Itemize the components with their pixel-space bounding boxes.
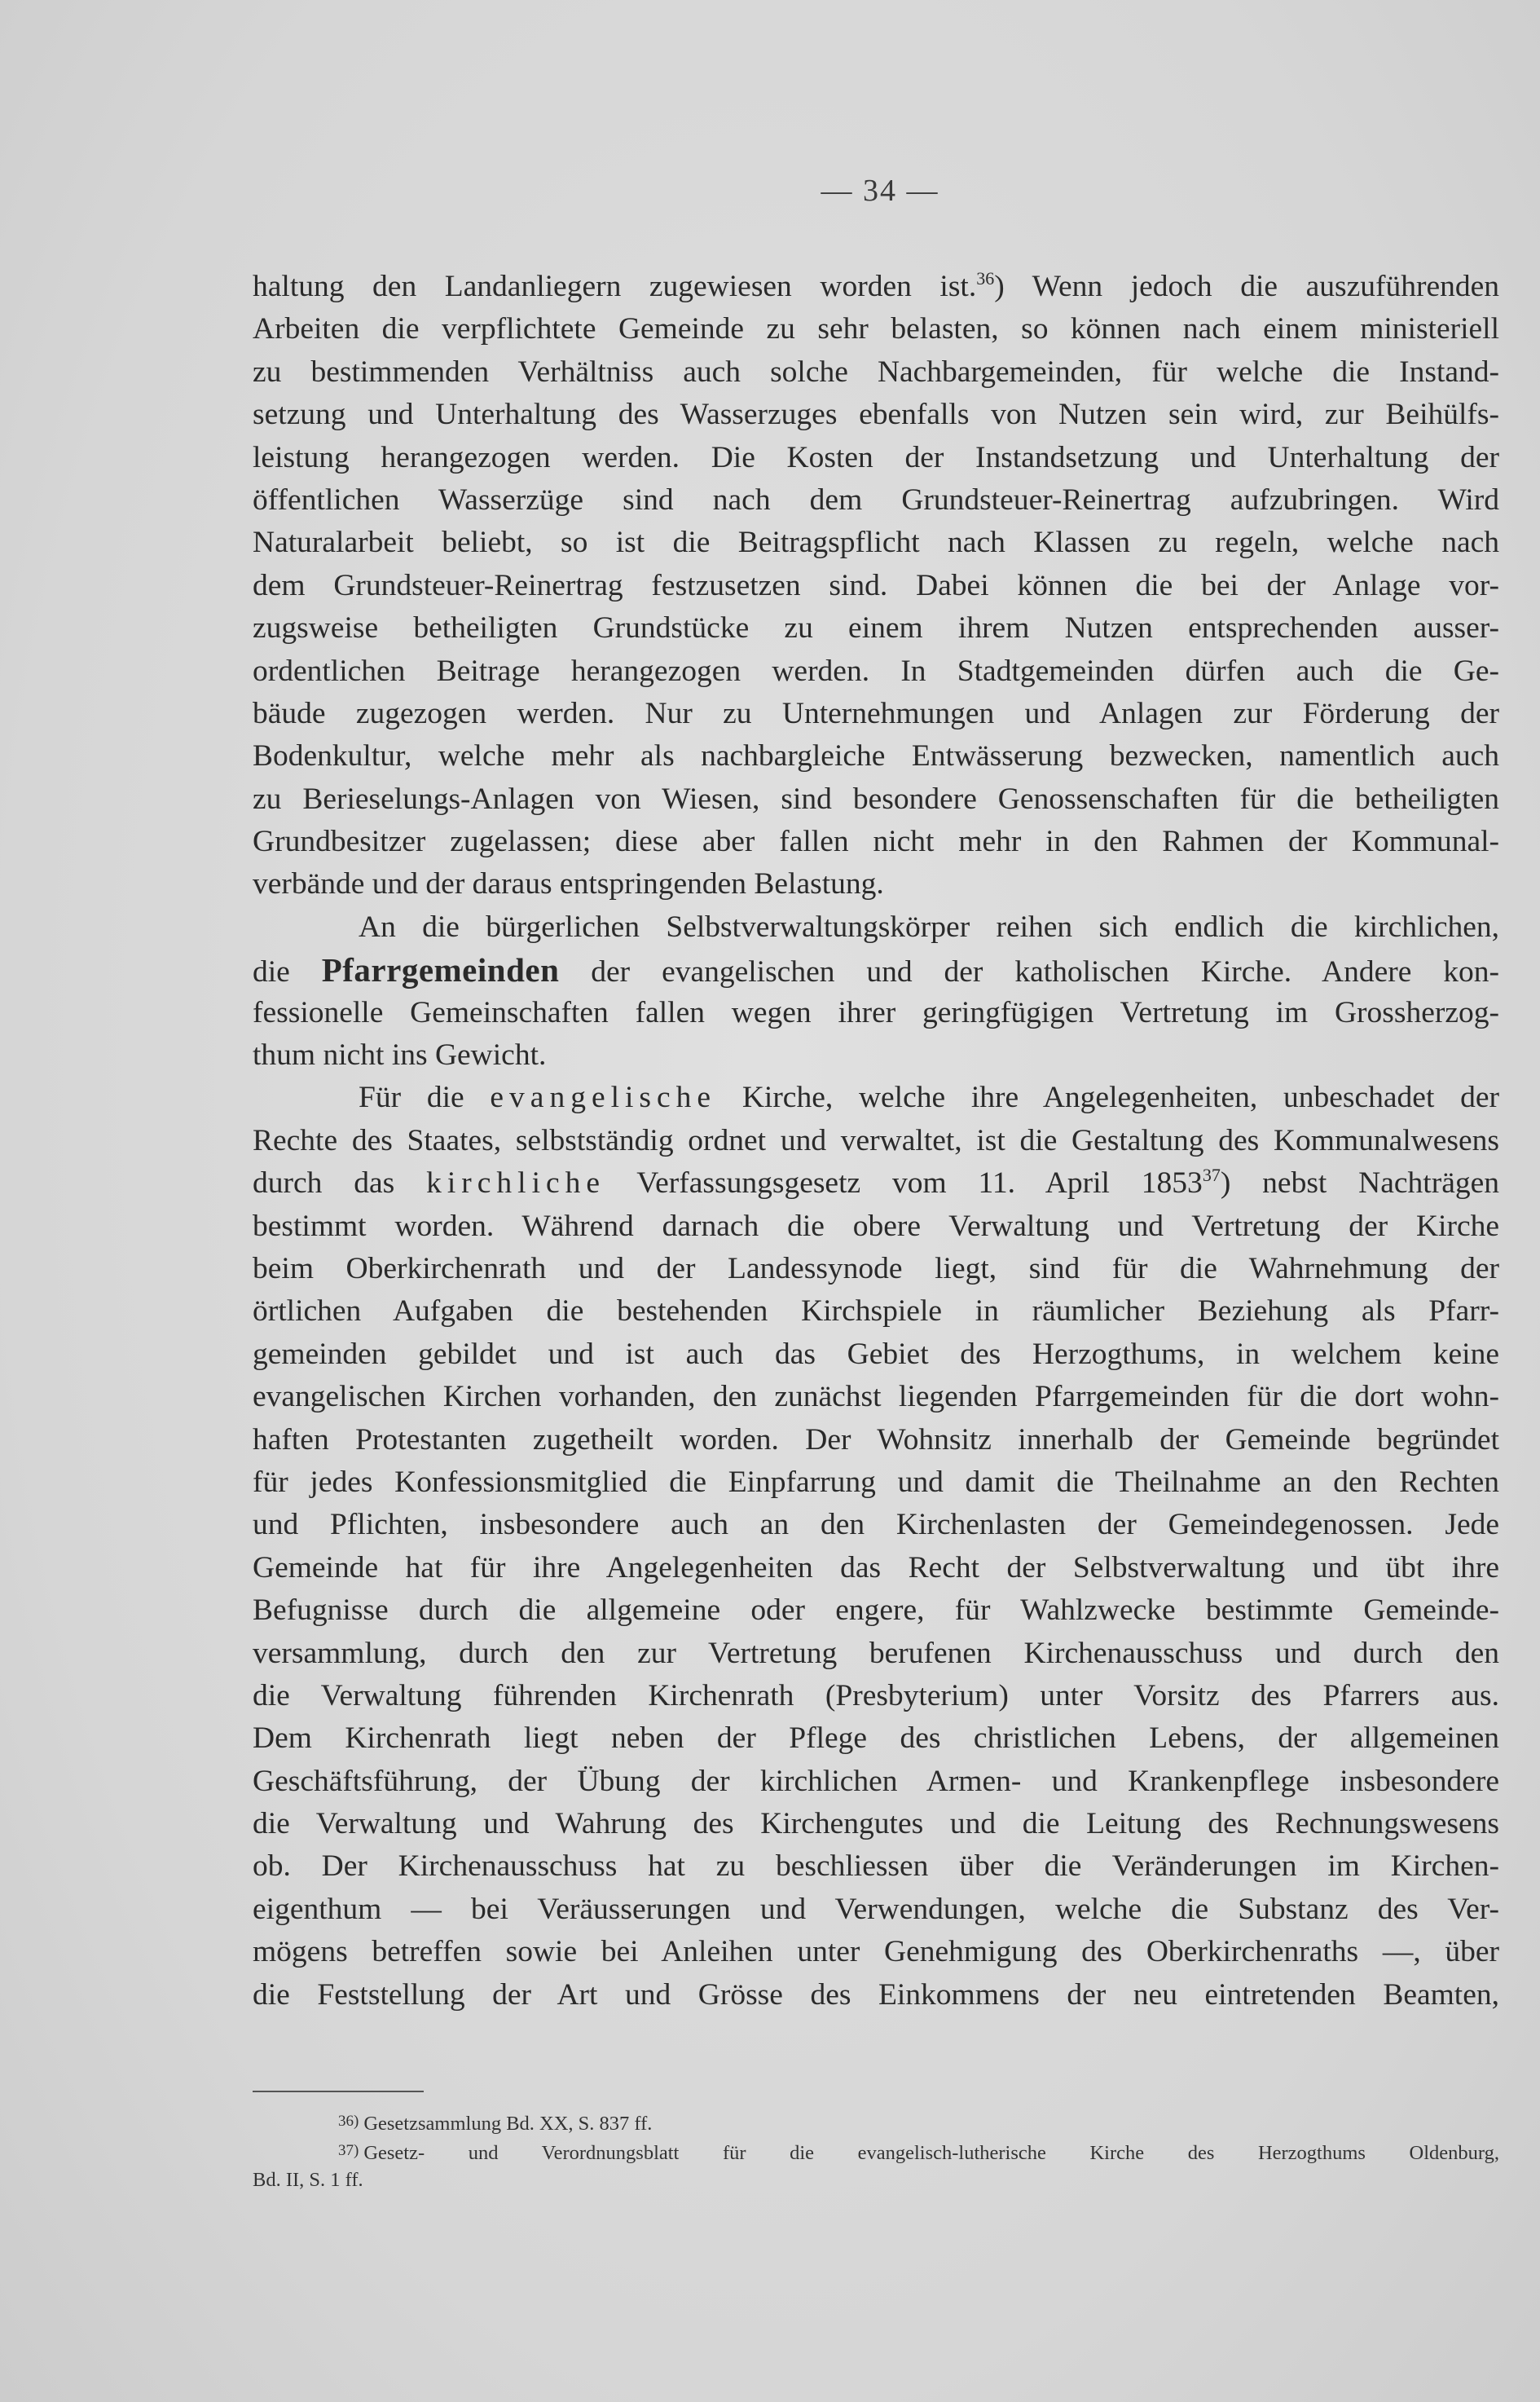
- text-line: und Pflichten, insbesondere auch an den Kirchenlasten der Gemeindegenossen. Jede: [253, 1508, 1499, 1542]
- text-line: Befugnisse durch die allgemeine oder engere, für Wahlzwecke bestimmte Gemeinde-: [253, 1593, 1499, 1628]
- text-line: bestimmt worden. Während darnach die obere Verwaltung und Vertretung der Kirche: [253, 1209, 1499, 1243]
- footnote-mark: 37): [338, 2142, 359, 2159]
- text-line: versammlung, durch den zur Vertretung berufenen Kirchenausschuss und durch den: [253, 1636, 1499, 1670]
- text-line: Naturalarbeit beliebt, so ist die Beitragspflicht nach Klassen zu regeln, welche nach: [253, 526, 1499, 560]
- text-line: gemeinden gebildet und ist auch das Gebiet des Herzogthums, in welchem keine: [253, 1337, 1499, 1371]
- text-line: die Pfarrgemeinden der evangelischen und der katholischen Kirche. Andere kon-: [253, 951, 1499, 989]
- footnote-ref: 37: [1202, 1165, 1221, 1186]
- text-line: Grundbesitzer zugelassen; diese aber fallen nicht mehr in den Rahmen der Kommunal-: [253, 825, 1499, 859]
- footnote: $^{37)}$ Gesetz- und Verordnungsblatt für die evangelisch-lutherische Kirche des Herzogthums Oldenburg,: [338, 2142, 1499, 2164]
- text-line: Arbeiten die verpflichtete Gemeinde zu sehr belasten, so können nach einem ministeriell: [253, 312, 1499, 346]
- text-line: für jedes Konfessionsmitglied die Einpfarrung und damit die Theilnahme an den Rechten: [253, 1465, 1499, 1499]
- text-line: Bodenkultur, welche mehr als nachbargleiche Entwässerung bezwecken, namentlich auch: [253, 739, 1499, 773]
- text-line: beim Oberkirchenrath und der Landessynode liegt, sind für die Wahrnehmung der: [253, 1251, 1499, 1285]
- text-line: setzung und Unterhaltung des Wasserzuges ebenfalls von Nutzen sein wird, zur Beihülfs-: [253, 398, 1499, 432]
- text-line: zu bestimmenden Verhältniss auch solche Nachbargemeinden, für welche die Instand-: [253, 355, 1499, 389]
- page-number: — 34 —: [821, 174, 939, 208]
- text-line: die Verwaltung führenden Kirchenrath (Presbyterium) unter Vorsitz des Pfarrers aus.: [253, 1678, 1499, 1712]
- footnote-continuation: Bd. II, S. 1 ff.: [253, 2169, 363, 2191]
- text-line: haltung den Landanliegern zugewiesen worden ist.$^{36}$) Wenn jedoch die auszuführenden: [253, 268, 1500, 303]
- body-text: [253, 266, 1499, 2016]
- text-line: leistung herangezogen werden. Die Kosten der Instandsetzung und Unterhaltung der: [253, 440, 1499, 474]
- text-line: Rechte des Staates, selbstständig ordnet und verwaltet, ist die Gestaltung des Kommunalwesens: [253, 1123, 1499, 1157]
- text-line: zugsweise betheiligten Grundstücke zu einem ihrem Nutzen entsprechenden ausser-: [253, 611, 1499, 646]
- footnote-ref: 36: [976, 268, 995, 289]
- text-line: verbände und der daraus entspringenden Belastung.: [253, 867, 884, 901]
- text-line: ordentlichen Beitrage herangezogen werden. In Stadtgemeinden dürfen auch die Ge-: [253, 654, 1499, 688]
- text-line: dem Grundsteuer-Reinertrag festzusetzen sind. Dabei können die bei der Anlage vor-: [253, 568, 1499, 602]
- text-line: evangelischen Kirchen vorhanden, den zunächst liegenden Pfarrgemeinden für die dort wohn-: [253, 1380, 1499, 1414]
- text-line: Geschäftsführung, der Übung der kirchlichen Armen- und Krankenpflege insbesondere: [253, 1764, 1499, 1798]
- text-line: Für die evangelische Kirche, welche ihre Angelegenheiten, unbeschadet der: [359, 1081, 1499, 1115]
- text-line: zu Berieselungs-Anlagen von Wiesen, sind besondere Genossenschaften für die betheiligten: [253, 782, 1499, 816]
- text-line: ob. Der Kirchenausschuss hat zu beschliessen über die Veränderungen im Kirchen-: [253, 1849, 1499, 1884]
- text-line: haften Protestanten zugetheilt worden. Der Wohnsitz innerhalb der Gemeinde begründet: [253, 1422, 1499, 1457]
- text-line: durch das kirchliche Verfassungsgesetz vom 11. April 1853$^{37}$) nebst Nachträgen: [253, 1165, 1500, 1201]
- text-line: die Feststellung der Art und Grösse des Einkommens der neu eintretenden Beamten,: [253, 1977, 1499, 2012]
- text-line: An die bürgerlichen Selbstverwaltungskörper reihen sich endlich die kirchlichen,: [359, 910, 1499, 944]
- text-line: bäude zugezogen werden. Nur zu Unternehmungen und Anlagen zur Förderung der: [253, 696, 1499, 730]
- text-line: fessionelle Gemeinschaften fallen wegen ihrer geringfügigen Vertretung im Grossherzog-: [253, 995, 1499, 1029]
- text-line: örtlichen Aufgaben die bestehenden Kirchspiele in räumlicher Beziehung als Pfarr-: [253, 1294, 1499, 1329]
- text-line: Gemeinde hat für ihre Angelegenheiten das Recht der Selbstverwaltung und übt ihre: [253, 1550, 1499, 1584]
- emphasis-spaced: evangelische: [490, 1081, 717, 1115]
- emphasis-spaced: kirchliche: [426, 1166, 606, 1201]
- footnote-divider: [253, 2091, 424, 2092]
- footnote-mark: 36): [338, 2113, 359, 2130]
- text-line: Dem Kirchenrath liegt neben der Pflege des christlichen Lebens, der allgemeinen: [253, 1721, 1499, 1756]
- text-line: die Verwaltung und Wahrung des Kirchengutes und die Leitung des Rechnungswesens: [253, 1807, 1499, 1841]
- text-line: öffentlichen Wasserzüge sind nach dem Grundsteuer-Reinertrag aufzubringen. Wird: [253, 483, 1499, 517]
- footnotes: [253, 2107, 1499, 2195]
- emphasis-bold: Pfarrgemeinden: [321, 951, 560, 989]
- text-line: eigenthum — bei Veräusserungen und Verwendungen, welche die Substanz des Ver-: [253, 1892, 1499, 1926]
- text-line: mögens betreffen sowie bei Anleihen unter Genehmigung des Oberkirchenraths —, über: [253, 1935, 1499, 1969]
- footnote: $^{36)}$ Gesetzsammlung Bd. XX, S. 837 ff.: [338, 2113, 653, 2135]
- text-line: thum nicht ins Gewicht.: [253, 1038, 547, 1073]
